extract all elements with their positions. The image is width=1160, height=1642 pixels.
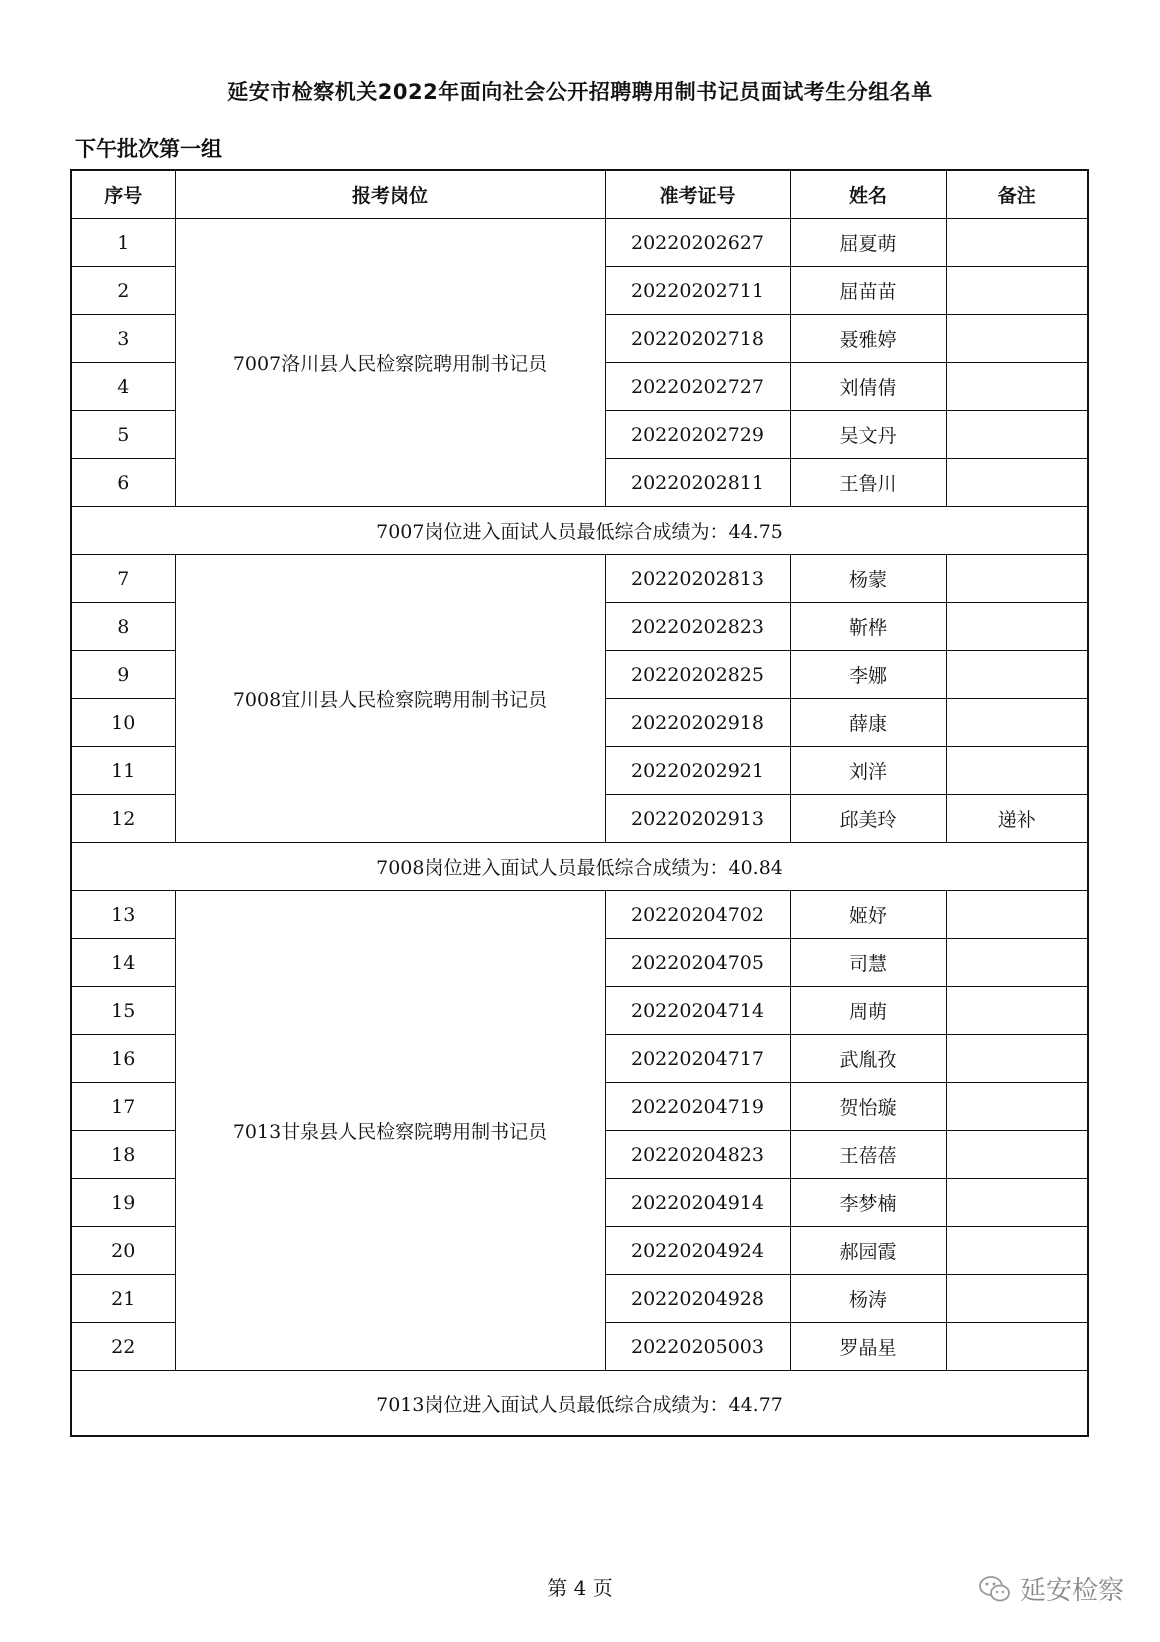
note-cell [946,363,1088,411]
exam-id-cell: 20220204702 [605,891,790,939]
note-cell [946,891,1088,939]
note-cell [946,459,1088,507]
note-cell [946,1179,1088,1227]
name-cell: 吴文丹 [790,411,946,459]
watermark-text: 延安检察 [1019,1576,1124,1606]
note-cell [946,1035,1088,1083]
seq-cell: 20 [71,1227,175,1275]
exam-id-cell: 20220204924 [605,1227,790,1275]
seq-cell: 14 [71,939,175,987]
name-cell: 薛康 [790,699,946,747]
name-cell: 刘倩倩 [790,363,946,411]
seq-cell: 19 [71,1179,175,1227]
group-label: 下午批次第一组 [75,137,222,161]
summary-row [71,843,1088,891]
seq-cell: 3 [71,315,175,363]
note-cell: 递补 [946,795,1088,843]
note-cell [946,939,1088,987]
name-cell: 邱美玲 [790,795,946,843]
note-cell [946,699,1088,747]
name-cell: 靳桦 [790,603,946,651]
seq-cell: 8 [71,603,175,651]
table-header-row [71,170,1088,219]
seq-cell: 2 [71,267,175,315]
seq-cell: 11 [71,747,175,795]
seq-cell: 6 [71,459,175,507]
name-cell: 聂雅婷 [790,315,946,363]
seq-cell: 4 [71,363,175,411]
seq-cell: 5 [71,411,175,459]
candidate-table [70,169,1089,1437]
note-cell [946,603,1088,651]
seq-cell: 16 [71,1035,175,1083]
seq-cell: 7 [71,555,175,603]
note-cell [946,411,1088,459]
table-row [71,891,1088,939]
name-cell: 屈夏萌 [790,219,946,267]
header-position: 报考岗位 [175,170,605,219]
seq-cell: 1 [71,219,175,267]
name-cell: 罗晶星 [790,1323,946,1371]
name-cell: 李梦楠 [790,1179,946,1227]
exam-id-cell: 20220202711 [605,267,790,315]
name-cell: 贺怡璇 [790,1083,946,1131]
exam-id-cell: 20220204914 [605,1179,790,1227]
exam-id-cell: 20220202729 [605,411,790,459]
position-cell: 7013甘泉县人民检察院聘用制书记员 [175,891,605,1371]
table-row [71,219,1088,267]
header-name: 姓名 [790,170,946,219]
exam-id-cell: 20220202811 [605,459,790,507]
exam-id-cell: 20220202825 [605,651,790,699]
name-cell: 姬妤 [790,891,946,939]
summary-cell: 7007岗位进入面试人员最低综合成绩为：44.75 [71,507,1088,555]
summary-row [71,507,1088,555]
header-seq: 序号 [71,170,175,219]
page-number: 第 4 页 [547,1576,613,1600]
exam-id-cell: 20220204717 [605,1035,790,1083]
name-cell: 屈苗苗 [790,267,946,315]
header-note: 备注 [946,170,1088,219]
exam-id-cell: 20220204705 [605,939,790,987]
summary-cell: 7008岗位进入面试人员最低综合成绩为：40.84 [71,843,1088,891]
note-cell [946,1323,1088,1371]
exam-id-cell: 20220202918 [605,699,790,747]
header-exam-id: 准考证号 [605,170,790,219]
note-cell [946,1275,1088,1323]
note-cell [946,651,1088,699]
watermark [978,1570,1124,1607]
summary-row [71,1371,1088,1437]
seq-cell: 18 [71,1131,175,1179]
exam-id-cell: 20220202913 [605,795,790,843]
name-cell: 杨涛 [790,1275,946,1323]
note-cell [946,987,1088,1035]
exam-id-cell: 20220202727 [605,363,790,411]
note-cell [946,1131,1088,1179]
position-cell: 7008宜川县人民检察院聘用制书记员 [175,555,605,843]
seq-cell: 12 [71,795,175,843]
exam-id-cell: 20220202718 [605,315,790,363]
name-cell: 周萌 [790,987,946,1035]
name-cell: 杨蒙 [790,555,946,603]
name-cell: 刘洋 [790,747,946,795]
name-cell: 武胤孜 [790,1035,946,1083]
note-cell [946,747,1088,795]
exam-id-cell: 20220204928 [605,1275,790,1323]
position-cell: 7007洛川县人民检察院聘用制书记员 [175,219,605,507]
note-cell [946,219,1088,267]
document-title: 延安市检察机关2022年面向社会公开招聘聘用制书记员面试考生分组名单 [227,80,933,104]
note-cell [946,315,1088,363]
note-cell [946,1227,1088,1275]
exam-id-cell: 20220205003 [605,1323,790,1371]
seq-cell: 15 [71,987,175,1035]
name-cell: 王鲁川 [790,459,946,507]
exam-id-cell: 20220202627 [605,219,790,267]
seq-cell: 22 [71,1323,175,1371]
exam-id-cell: 20220202823 [605,603,790,651]
seq-cell: 13 [71,891,175,939]
summary-cell: 7013岗位进入面试人员最低综合成绩为：44.77 [71,1371,1088,1437]
exam-id-cell: 20220204823 [605,1131,790,1179]
exam-id-cell: 20220204719 [605,1083,790,1131]
seq-cell: 9 [71,651,175,699]
name-cell: 李娜 [790,651,946,699]
table-row [71,555,1088,603]
exam-id-cell: 20220204714 [605,987,790,1035]
name-cell: 司慧 [790,939,946,987]
seq-cell: 10 [71,699,175,747]
note-cell [946,1083,1088,1131]
name-cell: 郝园霞 [790,1227,946,1275]
exam-id-cell: 20220202813 [605,555,790,603]
name-cell: 王蓓蓓 [790,1131,946,1179]
note-cell [946,555,1088,603]
note-cell [946,267,1088,315]
wechat-icon [978,1574,1012,1604]
table-body [71,219,1088,1437]
seq-cell: 17 [71,1083,175,1131]
seq-cell: 21 [71,1275,175,1323]
exam-id-cell: 20220202921 [605,747,790,795]
